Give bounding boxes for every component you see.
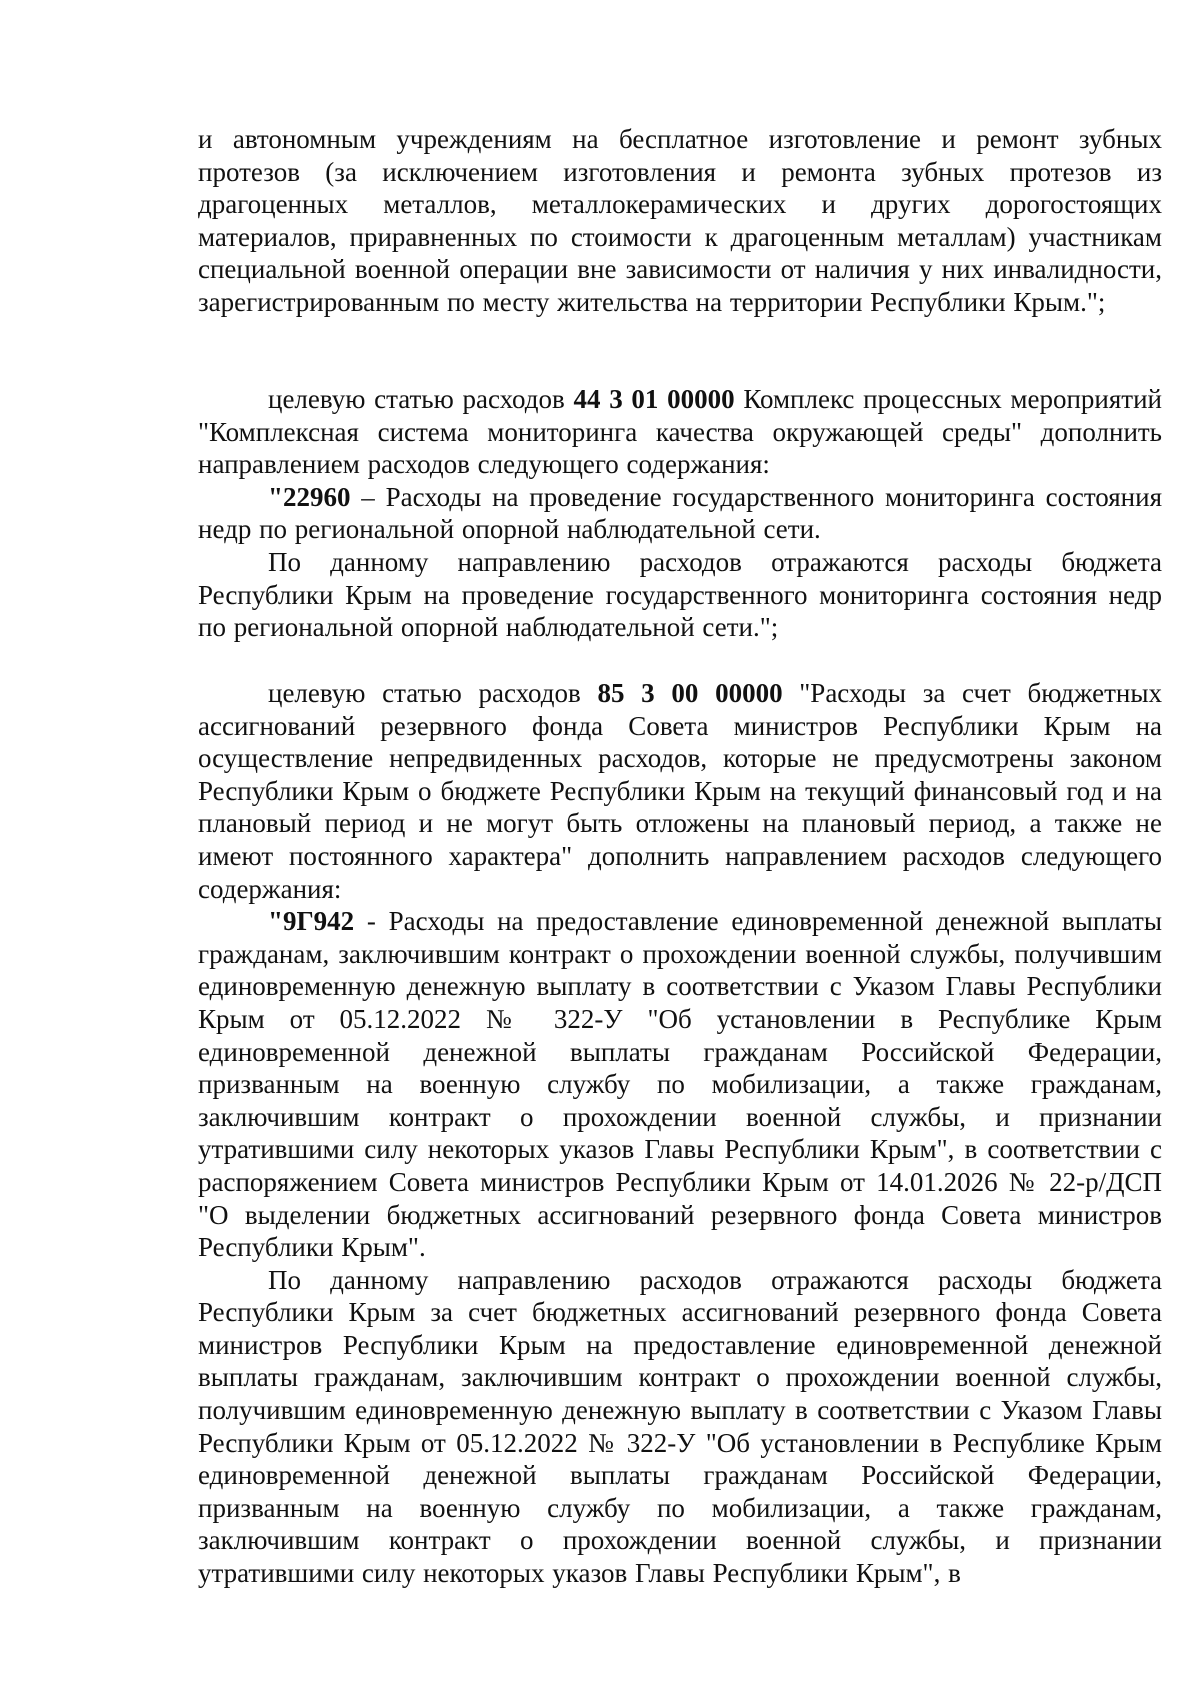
- paragraph-prefix: целевую статью расходов: [268, 678, 598, 708]
- text-block-3: [198, 677, 1162, 1590]
- expense-code: "22960: [268, 481, 351, 512]
- paragraph-description-9g942: По данному направлению расходов отражаются расходы бюджета Республики Крым за счет бюджетных ассигнований резервного фонда Совета министров Республики Крым на предоставление единовременной денежной выплаты гражданам, заключившим контракт о прохождении военной службы, получившим единовременную денежную выплату в соответствии с Указом Главы Республики Крым от 05.12.2022 № 322-У "Об установлении в Республике Крым единовременной денежной выплаты гражданам Российской Федерации, призванным на военную службу по мобилизации, а также гражданам, заключившим контракт о прохождении военной службы, и признании утратившими силу некоторых указов Главы Республики Крым", в: [198, 1264, 1162, 1589]
- expense-code: "9Г942: [268, 906, 355, 937]
- text-block-1: [198, 123, 1162, 319]
- paragraph-target-article-85: [198, 677, 1162, 905]
- paragraph-body: Комплекс процессных мероприятий "Комплексная система мониторинга качества окружающей среды" дополнить направлением расходов следующего содержания:: [198, 384, 1162, 480]
- paragraph-continuation: и автономным учреждениям на бесплатное изготовление и ремонт зубных протезов (за исключением изготовления и ремонта зубных протезов из драгоценных металлов, металлокерамических и других дорогостоящих материалов, приравненных по стоимости к драгоценным металлам) участникам специальной военной операции вне зависимости от наличия у них инвалидности, зарегистрированным по месту жительства на территории Республики Крым.";: [198, 124, 1162, 317]
- paragraph-body: "Расходы за счет бюджетных ассигнований резервного фонда Совета министров Республики Крым на осуществление непредвиденных расходов, которые не предусмотрены законом Республики Крым о бюджете Республики Крым на текущий финансовый год и на плановый период и не могут быть отложены на плановый период, а также не имеют постоянного характера" дополнить направлением расходов следующего содержания:: [198, 678, 1163, 904]
- paragraph-description-22960: По данному направлению расходов отражаются расходы бюджета Республики Крым на проведение государственного мониторинга состояния недр по региональной опорной наблюдательной сети.";: [198, 546, 1162, 643]
- paragraph-expense-9g942: [198, 905, 1162, 1264]
- paragraph-expense-22960: [198, 481, 1162, 546]
- paragraph-body: – Расходы на проведение государственного мониторинга состояния недр по региональной опорной наблюдательной сети.: [198, 481, 1162, 545]
- paragraph-prefix: целевую статью расходов: [268, 384, 574, 414]
- text-block-2: [198, 383, 1162, 644]
- paragraph-target-article-44: [198, 383, 1162, 481]
- budget-code: 44 3 01 00000: [573, 384, 735, 414]
- budget-code: 85 3 00 00000: [597, 678, 783, 708]
- paragraph-body: - Расходы на предоставление единовременной денежной выплаты гражданам, заключившим контракт о прохождении военной службы, получившим единовременную денежную выплату в соответствии с Указом Главы Республики Крым от 05.12.2022 № 322-У "Об установлении в Республике Крым единовременной денежной выплаты гражданам Российской Федерации, призванным на военную службу по мобилизации, а также гражданам, заключившим контракт о прохождении военной службы, и признании утратившими силу некоторых указов Главы Республики Крым", в соответствии с распоряжением Совета министров Республики Крым от 14.01.2026 № 22-р/ДСП "О выделении бюджетных ассигнований резервного фонда Совета министров Республики Крым".: [198, 906, 1162, 1263]
